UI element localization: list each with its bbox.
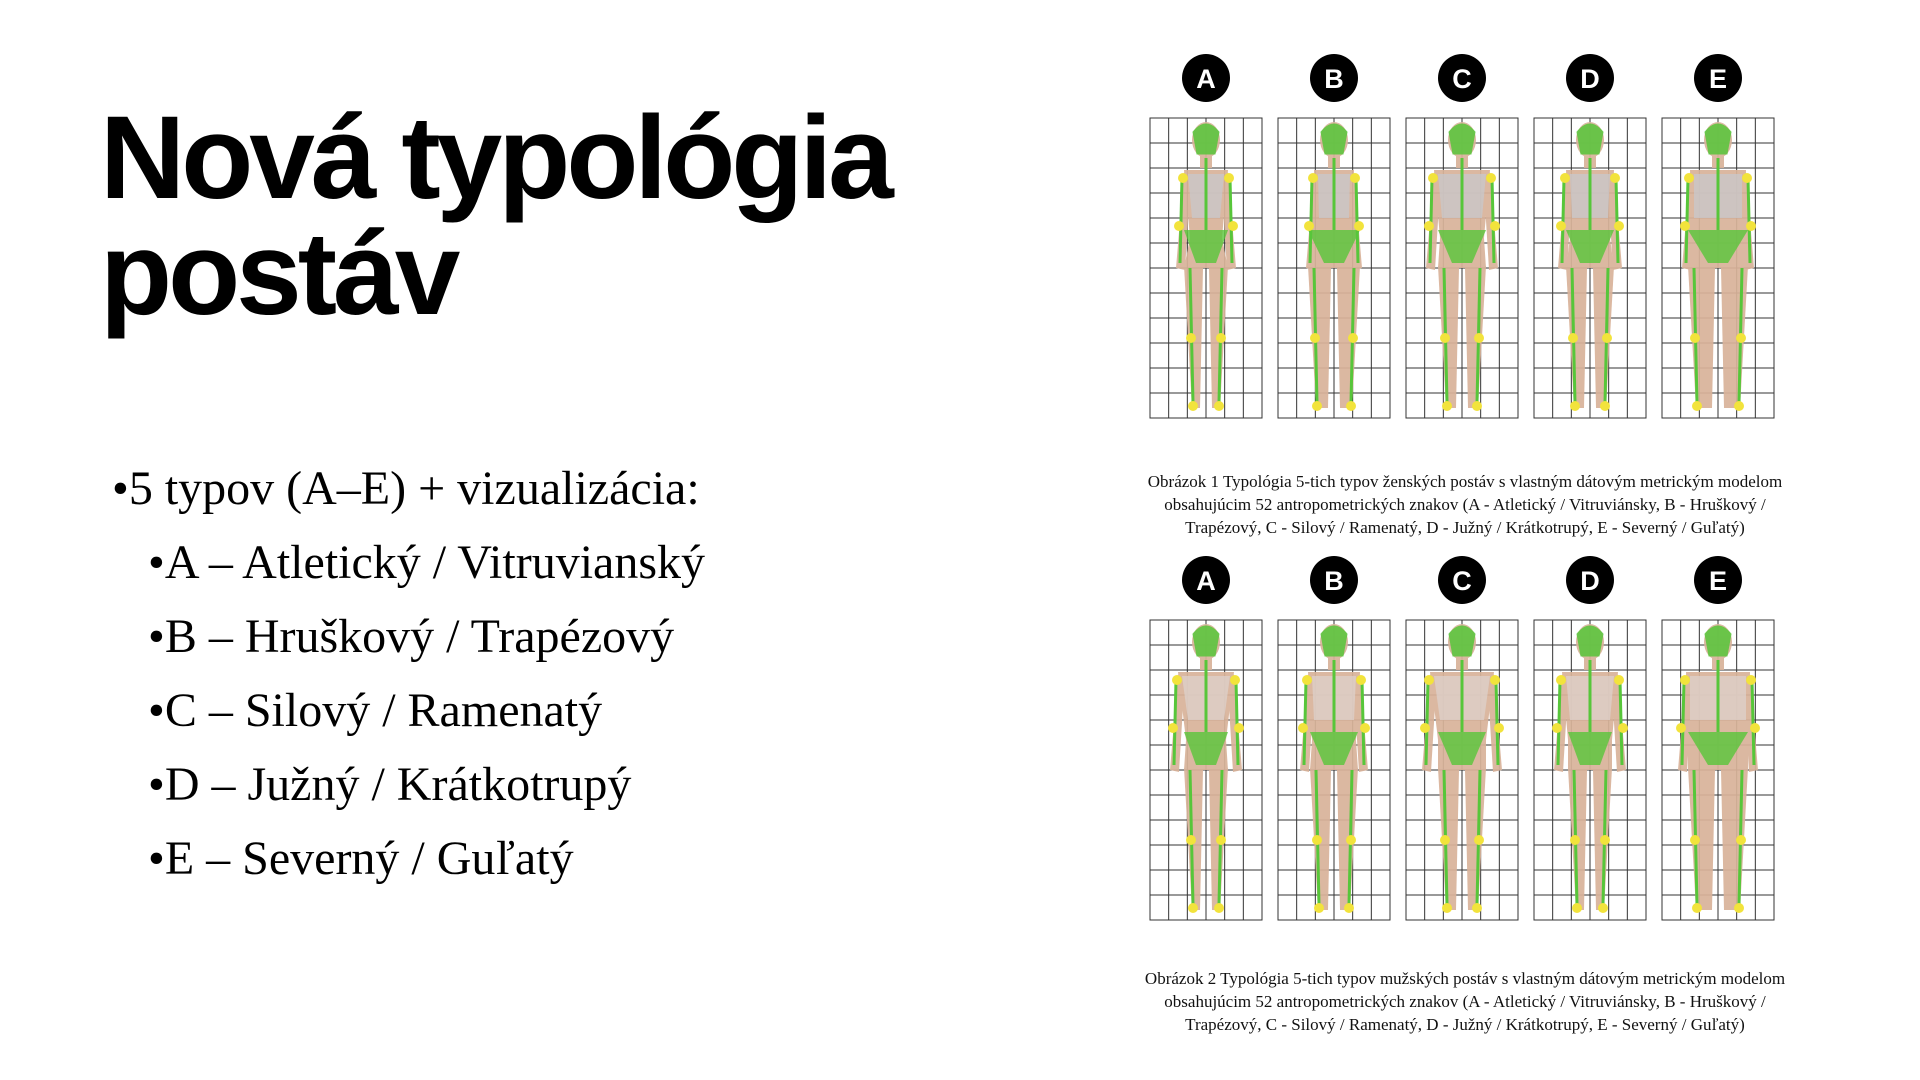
male-body-types-image [1130,552,1800,937]
type-badge-label: D [1580,566,1600,596]
type-badge-b [1310,54,1358,102]
type-badge-a [1182,556,1230,604]
type-badge-label: E [1708,64,1728,94]
female-figure-caption: Obrázok 1 Typológia 5-tich typov ženských postáv s vlastným dátovým metrickým modelom obsahujúcim 52 antropometrických znakov (A - Atletický / Vitruviánsky, B - Hruškový / Trapézový, C - Silový / Ramenatý, D - Južný / Krátkotrupý, E - Severný / Guľatý) [1147,472,1783,537]
bullet-list [112,452,705,896]
type-badge-label: C [1452,566,1472,596]
bullet-type-b: • B – Hruškový / Trapézový [112,600,705,674]
type-badge-c [1438,54,1486,102]
body-type-panel-c [1406,54,1518,418]
type-badge-label: B [1324,64,1344,94]
body-type-panel-b [1278,54,1390,418]
female-body-types-image [1130,50,1800,440]
type-badge-label: E [1708,566,1728,596]
bullet-main: • 5 typov (A–E) + vizualizácia: [112,452,705,526]
type-badge-d [1566,556,1614,604]
body-type-panel-a [1150,54,1262,418]
type-badge-a [1182,54,1230,102]
bullet-type-a: • A – Atletický / Vitruvianský [112,526,705,600]
type-badge-label: B [1324,566,1344,596]
male-figure-caption: Obrázok 2 Typológia 5-tich typov mužských postáv s vlastným dátovým metrickým modelom obsahujúcim 52 antropometrických znakov (A - Atletický / Vitruviánsky, B - Hruškový / Trapézový, C - Silový / Ramenatý, D - Južný / Krátkotrupý, E - Severný / Guľatý) [1144,969,1786,1034]
female-figure [1130,50,1800,539]
bullet-type-c: • C – Silový / Ramenatý [112,674,705,748]
type-badge-c [1438,556,1486,604]
bullet-type-d: • D – Južný / Krátkotrupý [112,748,705,822]
slide-title: Nová typológia postáv [100,92,890,340]
type-badge-label: A [1196,566,1216,596]
body-type-panel-c [1406,556,1518,920]
type-badge-b [1310,556,1358,604]
type-badge-label: A [1196,64,1216,94]
body-type-panel-d [1534,556,1646,920]
body-type-panel-d [1534,54,1646,418]
type-badge-e [1694,556,1742,604]
body-type-panel-e [1662,556,1774,920]
bullet-type-e: • E – Severný / Guľatý [112,822,705,896]
type-badge-e [1694,54,1742,102]
body-type-panel-b [1278,556,1390,920]
type-badge-label: D [1580,64,1600,94]
body-type-panel-a [1150,556,1262,920]
type-badge-d [1566,54,1614,102]
body-type-panel-e [1662,54,1774,418]
type-badge-label: C [1452,64,1472,94]
male-figure [1130,552,1800,1036]
